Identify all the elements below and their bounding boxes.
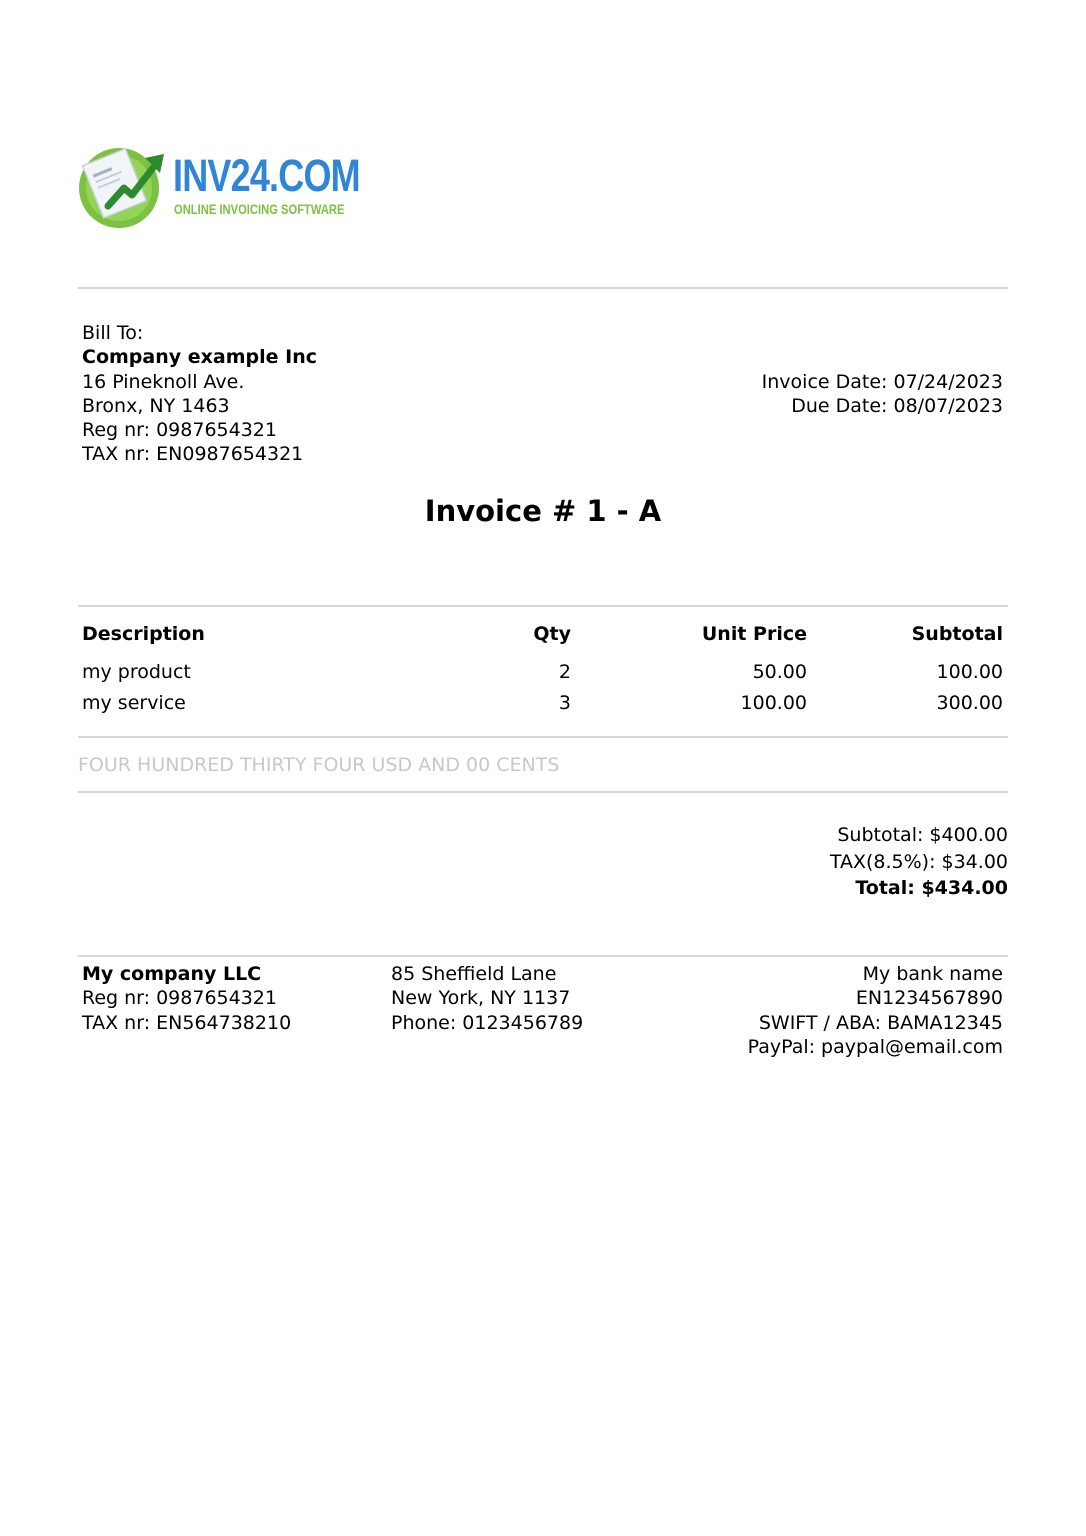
- logo-tagline: ONLINE INVOICING SOFTWARE: [174, 201, 345, 217]
- bill-to-label: Bill To:: [82, 322, 144, 344]
- bill-to-block: [82, 321, 317, 467]
- header-description: Description: [82, 623, 205, 645]
- footer-tax-number: TAX nr: EN564738210: [82, 1011, 292, 1034]
- footer-address-line2: New York, NY 1137: [391, 987, 571, 1010]
- totals-block: [830, 822, 1008, 902]
- footer-divider: [78, 955, 1008, 957]
- client-company-name: Company example Inc: [82, 346, 317, 369]
- item-qty: 3: [558, 691, 571, 714]
- invoice-date: Invoice Date: 07/24/2023: [761, 371, 1003, 393]
- items-bottom-divider: [78, 736, 1008, 738]
- invoice-chart-icon: [78, 140, 170, 232]
- item-description: my service: [82, 691, 186, 714]
- logo-wordmark: INV24.COM: [173, 150, 360, 201]
- totals-tax: TAX(8.5%): $34.00: [829, 850, 1008, 873]
- words-divider: [78, 791, 1008, 793]
- item-subtotal: 100.00: [936, 660, 1003, 683]
- footer-phone: Phone: 0123456789: [391, 1011, 584, 1034]
- client-tax-number: TAX nr: EN0987654321: [82, 443, 304, 466]
- client-address-line2: Bronx, NY 1463: [82, 394, 230, 417]
- totals-subtotal: Subtotal: $400.00: [837, 824, 1008, 846]
- totals-grand-total: Total: $434.00: [855, 877, 1008, 899]
- line-items-table: [78, 622, 1008, 718]
- footer-address-block: [391, 962, 583, 1035]
- item-unit-price: 50.00: [752, 660, 807, 683]
- amount-in-words: FOUR HUNDRED THIRTY FOUR USD AND 00 CENTS: [78, 754, 560, 776]
- footer-bank-block: [748, 962, 1003, 1059]
- invoice-title: Invoice # 1 - A: [424, 494, 662, 528]
- footer-address-line1: 85 Sheffield Lane: [391, 963, 557, 985]
- footer-paypal: PayPal: paypal@email.com: [747, 1035, 1003, 1058]
- items-top-divider: [78, 605, 1008, 607]
- table-row: [78, 656, 1008, 687]
- item-description: my product: [82, 660, 191, 683]
- item-unit-price: 100.00: [740, 691, 807, 714]
- client-reg-number: Reg nr: 0987654321: [82, 419, 277, 442]
- due-date: Due Date: 08/07/2023: [791, 395, 1003, 418]
- footer-company-block: [82, 962, 291, 1035]
- header-subtotal: Subtotal: [911, 623, 1003, 645]
- company-logo: [78, 140, 360, 232]
- footer-swift: SWIFT / ABA: BAMA12345: [758, 1011, 1003, 1034]
- item-qty: 2: [558, 660, 571, 683]
- header-qty: Qty: [533, 623, 571, 645]
- header-unit-price: Unit Price: [701, 623, 807, 645]
- header-divider: [78, 287, 1008, 289]
- table-header-row: [78, 622, 1008, 656]
- invoice-dates: [762, 370, 1003, 419]
- footer-reg-number: Reg nr: 0987654321: [82, 987, 277, 1010]
- footer-bank-name: My bank name: [862, 963, 1003, 985]
- item-subtotal: 300.00: [936, 691, 1003, 714]
- footer-company-name: My company LLC: [82, 963, 262, 985]
- client-address-line1: 16 Pineknoll Ave.: [82, 370, 245, 393]
- table-row: [78, 687, 1008, 718]
- footer-iban: EN1234567890: [855, 987, 1003, 1010]
